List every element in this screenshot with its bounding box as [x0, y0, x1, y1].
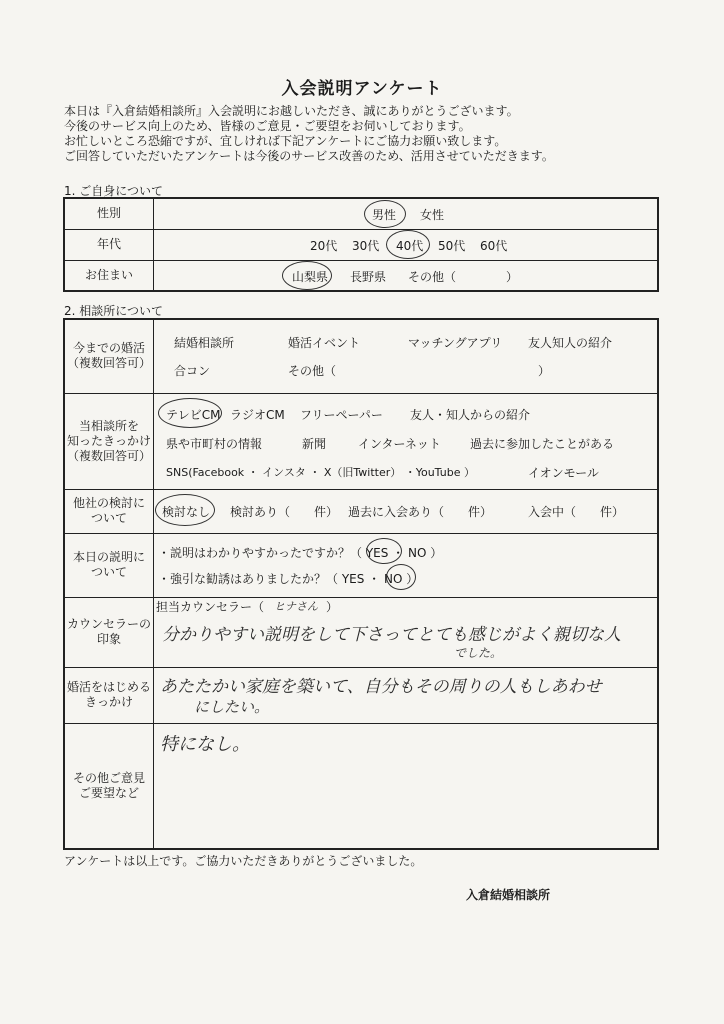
intro-line: 本日は『入倉結婚相談所』入会説明にお越しいただき、誠にありがとうございます。 [64, 104, 519, 118]
others-option-past-member[interactable]: 過去に入会あり（ 件） [348, 505, 493, 519]
trigger-tvcm-circle-mark [158, 398, 222, 428]
others-none-circle-mark [155, 494, 215, 526]
trigger-label-line: （複数回答可） [66, 448, 151, 463]
activity-option-other[interactable]: その他（ [288, 364, 337, 379]
today-label [64, 533, 154, 597]
motivation-label-line: きっかけ [84, 695, 133, 709]
trigger-option-freepaper[interactable]: フリーペーパー [300, 408, 383, 422]
residence-option-yamanashi[interactable]: 山梨県 [292, 269, 329, 284]
counselor-impression-handwritten-2: でした。 [454, 646, 503, 660]
intro-text [64, 104, 554, 164]
age-option-50s[interactable]: 50代 [438, 239, 466, 253]
age-40s-circle-mark [386, 230, 430, 259]
counselor-name-prefix: 担当カウンセラー（ [156, 600, 265, 614]
others-option-considering[interactable]: 検討あり（ 件） [230, 505, 339, 519]
gender-male-circle-mark [364, 200, 406, 228]
motivation-handwritten-2: にしたい。 [194, 698, 270, 716]
trigger-option-newspaper[interactable]: 新聞 [302, 437, 327, 451]
trigger-label-line: 当相談所を [78, 418, 139, 433]
gender-option-female[interactable]: 女性 [420, 208, 445, 223]
trigger-option-friend[interactable]: 友人・知人からの紹介 [410, 408, 531, 422]
activity-other-close: ） [538, 364, 551, 379]
motivation-label-line: 婚活をはじめる [66, 680, 151, 694]
section2-heading: 2. 相談所について [64, 304, 164, 318]
trigger-option-radiocm[interactable]: ラジオCM [230, 408, 285, 422]
comments-handwritten: 特になし。 [160, 733, 250, 755]
activities-label [64, 319, 154, 393]
today-label-line: 本日の説明に [72, 550, 145, 564]
trigger-label-line: 知ったきっかけ [66, 433, 151, 448]
counselor-label-line: 印象 [96, 632, 121, 646]
counselor-label-line: カウンセラーの [66, 617, 151, 631]
residence-other-close: ） [506, 269, 519, 284]
activity-option-friend[interactable]: 友人知人の紹介 [528, 336, 613, 351]
residence-label: お住まい [64, 260, 154, 291]
trigger-option-aeon[interactable]: イオンモール [528, 466, 599, 480]
section2-table [63, 318, 659, 850]
section1-heading: 1. ご自身について [64, 184, 164, 198]
counselor-name-suffix: ） [326, 600, 339, 614]
others-label-line: 他社の検討に [72, 496, 145, 510]
trigger-option-internet[interactable]: インターネット [358, 437, 441, 451]
others-label [64, 489, 154, 533]
residence-option-other[interactable]: その他（ [408, 269, 457, 284]
others-label-line: ついて [90, 511, 127, 525]
motivation-label [64, 667, 154, 723]
age-option-30s[interactable]: 30代 [352, 239, 380, 253]
trigger-option-tvcm[interactable]: テレビCM [166, 408, 221, 422]
section1-table [63, 197, 659, 292]
today-label-line: ついて [90, 565, 127, 579]
footer-note: アンケートは以上です。ご協力いただきありがとうございました。 [64, 854, 423, 868]
comments-label-line: ご要望など [78, 785, 139, 800]
age-option-60s[interactable]: 60代 [480, 239, 508, 253]
others-option-current-member[interactable]: 入会中（ 件） [528, 505, 625, 519]
today-question-clarity[interactable]: ・説明はわかりやすかったですか？（ YES ・ NO ） [158, 546, 443, 560]
activities-label-line: 今までの婚活 [72, 341, 145, 356]
activity-option-app[interactable]: マッチングアプリ [408, 336, 503, 351]
activity-option-event[interactable]: 婚活イベント [288, 336, 361, 351]
today-question-pressure[interactable]: ・強引な勧誘はありましたか？（ YES ・ NO ） [158, 572, 419, 586]
intro-line: ご回答していただいたアンケートは今後のサービス改善のため、活用させていただきます。 [64, 149, 554, 163]
trigger-option-municipal[interactable]: 県や市町村の情報 [166, 437, 263, 451]
age-option-40s[interactable]: 40代 [396, 239, 424, 253]
today-clarity-yes-circle-mark [366, 538, 402, 564]
residence-option-nagano[interactable]: 長野県 [350, 269, 387, 284]
age-option-20s[interactable]: 20代 [310, 239, 338, 253]
comments-label-line: その他ご意見 [72, 770, 145, 785]
page-title: 入会説明アンケート [281, 79, 443, 99]
intro-line: 今後のサービス向上のため、皆様のご意見・ご要望をお伺いしております。 [64, 119, 471, 133]
trigger-option-sns[interactable]: SNS(Facebook ・ インスタ ・ X（旧Twitter） ・YouTube ） [166, 466, 475, 479]
comments-label [64, 723, 154, 849]
today-pressure-no-circle-mark [386, 564, 416, 590]
trigger-label [64, 393, 154, 489]
counselor-label [64, 597, 154, 667]
residence-yamanashi-circle-mark [282, 261, 332, 290]
activity-option-goukon[interactable]: 合コン [174, 364, 211, 379]
counselor-impression-handwritten-1: 分かりやすい説明をして下さってとても感じがよく親切な人 [162, 625, 621, 645]
motivation-handwritten-1: あたたかい家庭を築いて、自分もその周りの人もしあわせ [160, 677, 602, 697]
others-option-none[interactable]: 検討なし [162, 505, 211, 519]
activity-option-agency[interactable]: 結婚相談所 [174, 336, 235, 351]
gender-label: 性別 [64, 198, 154, 229]
activities-label-line: （複数回答可） [66, 356, 151, 371]
age-label: 年代 [64, 229, 154, 260]
gender-option-male[interactable]: 男性 [372, 208, 397, 223]
trigger-option-past-event[interactable]: 過去に参加したことがある [470, 437, 615, 451]
intro-line: お忙しいところ恐縮ですが、宜しければ下記アンケートにご協力お願い致します。 [64, 134, 507, 148]
office-name: 入倉結婚相談所 [466, 888, 551, 902]
counselor-name-handwritten: ヒナさん [274, 600, 318, 613]
